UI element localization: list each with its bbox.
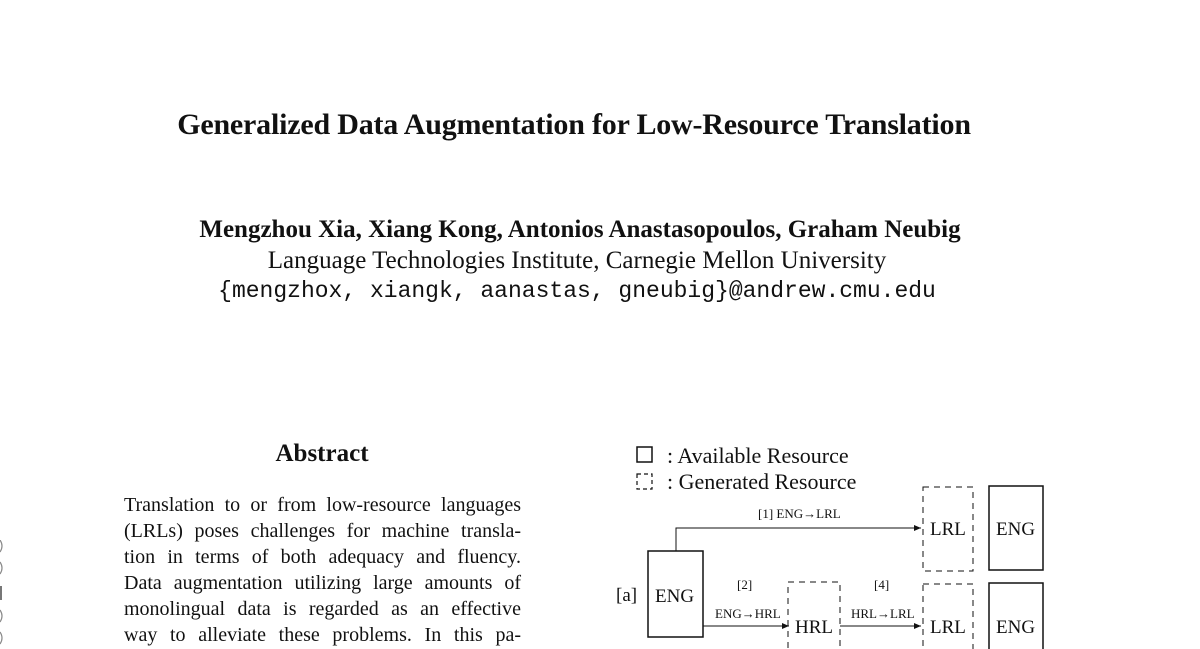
step4-number: [4] <box>874 577 890 592</box>
step1-label: [1] ENG→LRL <box>758 506 841 521</box>
paper-affiliation: Language Technologies Institute, Carnegie Mellon University <box>267 247 887 274</box>
paper-title: Generalized Data Augmentation for Low-Resource Translation <box>177 108 971 141</box>
hrl-generated-box <box>788 582 840 649</box>
eng-label-top: ENG <box>996 519 1036 540</box>
margin-marks <box>0 540 6 649</box>
abstract-line: tion in terms of both adequacy and fluency. <box>124 546 521 568</box>
source-eng-label: ENG <box>655 586 695 607</box>
paper-authors: Mengzhou Xia, Xiang Kong, Antonios Anastasopoulos, Graham Neubig <box>199 216 961 243</box>
step2-label: ENG→HRL <box>715 606 781 621</box>
legend-available-swatch <box>637 447 652 462</box>
eng-label-bottom: ENG <box>996 617 1036 638</box>
abstract-line: (LRLs) poses challenges for machine transla- <box>124 520 521 542</box>
step4-label: HRL→LRL <box>851 606 915 621</box>
abstract-line: Data augmentation utilizing large amounts of <box>124 572 521 594</box>
legend-generated-label: : Generated Resource <box>667 469 857 494</box>
abstract-line: way to alleviate these problems. In this pa- <box>124 624 521 646</box>
abstract-line: monolingual data is regarded as an effective <box>124 598 521 620</box>
abstract-heading: Abstract <box>275 440 369 467</box>
augmentation-figure <box>600 430 1060 649</box>
paper-email: {mengzhox, xiangk, aanastas, gneubig}@andrew.cmu.edu <box>218 278 936 304</box>
hrl-label: HRL <box>795 617 833 638</box>
row-label: [a] <box>616 585 638 606</box>
eng-available-box-bottom <box>989 583 1043 649</box>
abstract-line: Translation to or from low-resource languages <box>124 494 521 516</box>
lrl-label-bottom: LRL <box>930 617 966 638</box>
abstract-body <box>124 492 521 648</box>
step2-number: [2] <box>737 577 753 592</box>
lrl-label-top: LRL <box>930 519 966 540</box>
legend-available-label: : Available Resource <box>667 443 849 468</box>
step1-arrow <box>676 528 921 551</box>
legend-generated-swatch <box>637 474 652 489</box>
